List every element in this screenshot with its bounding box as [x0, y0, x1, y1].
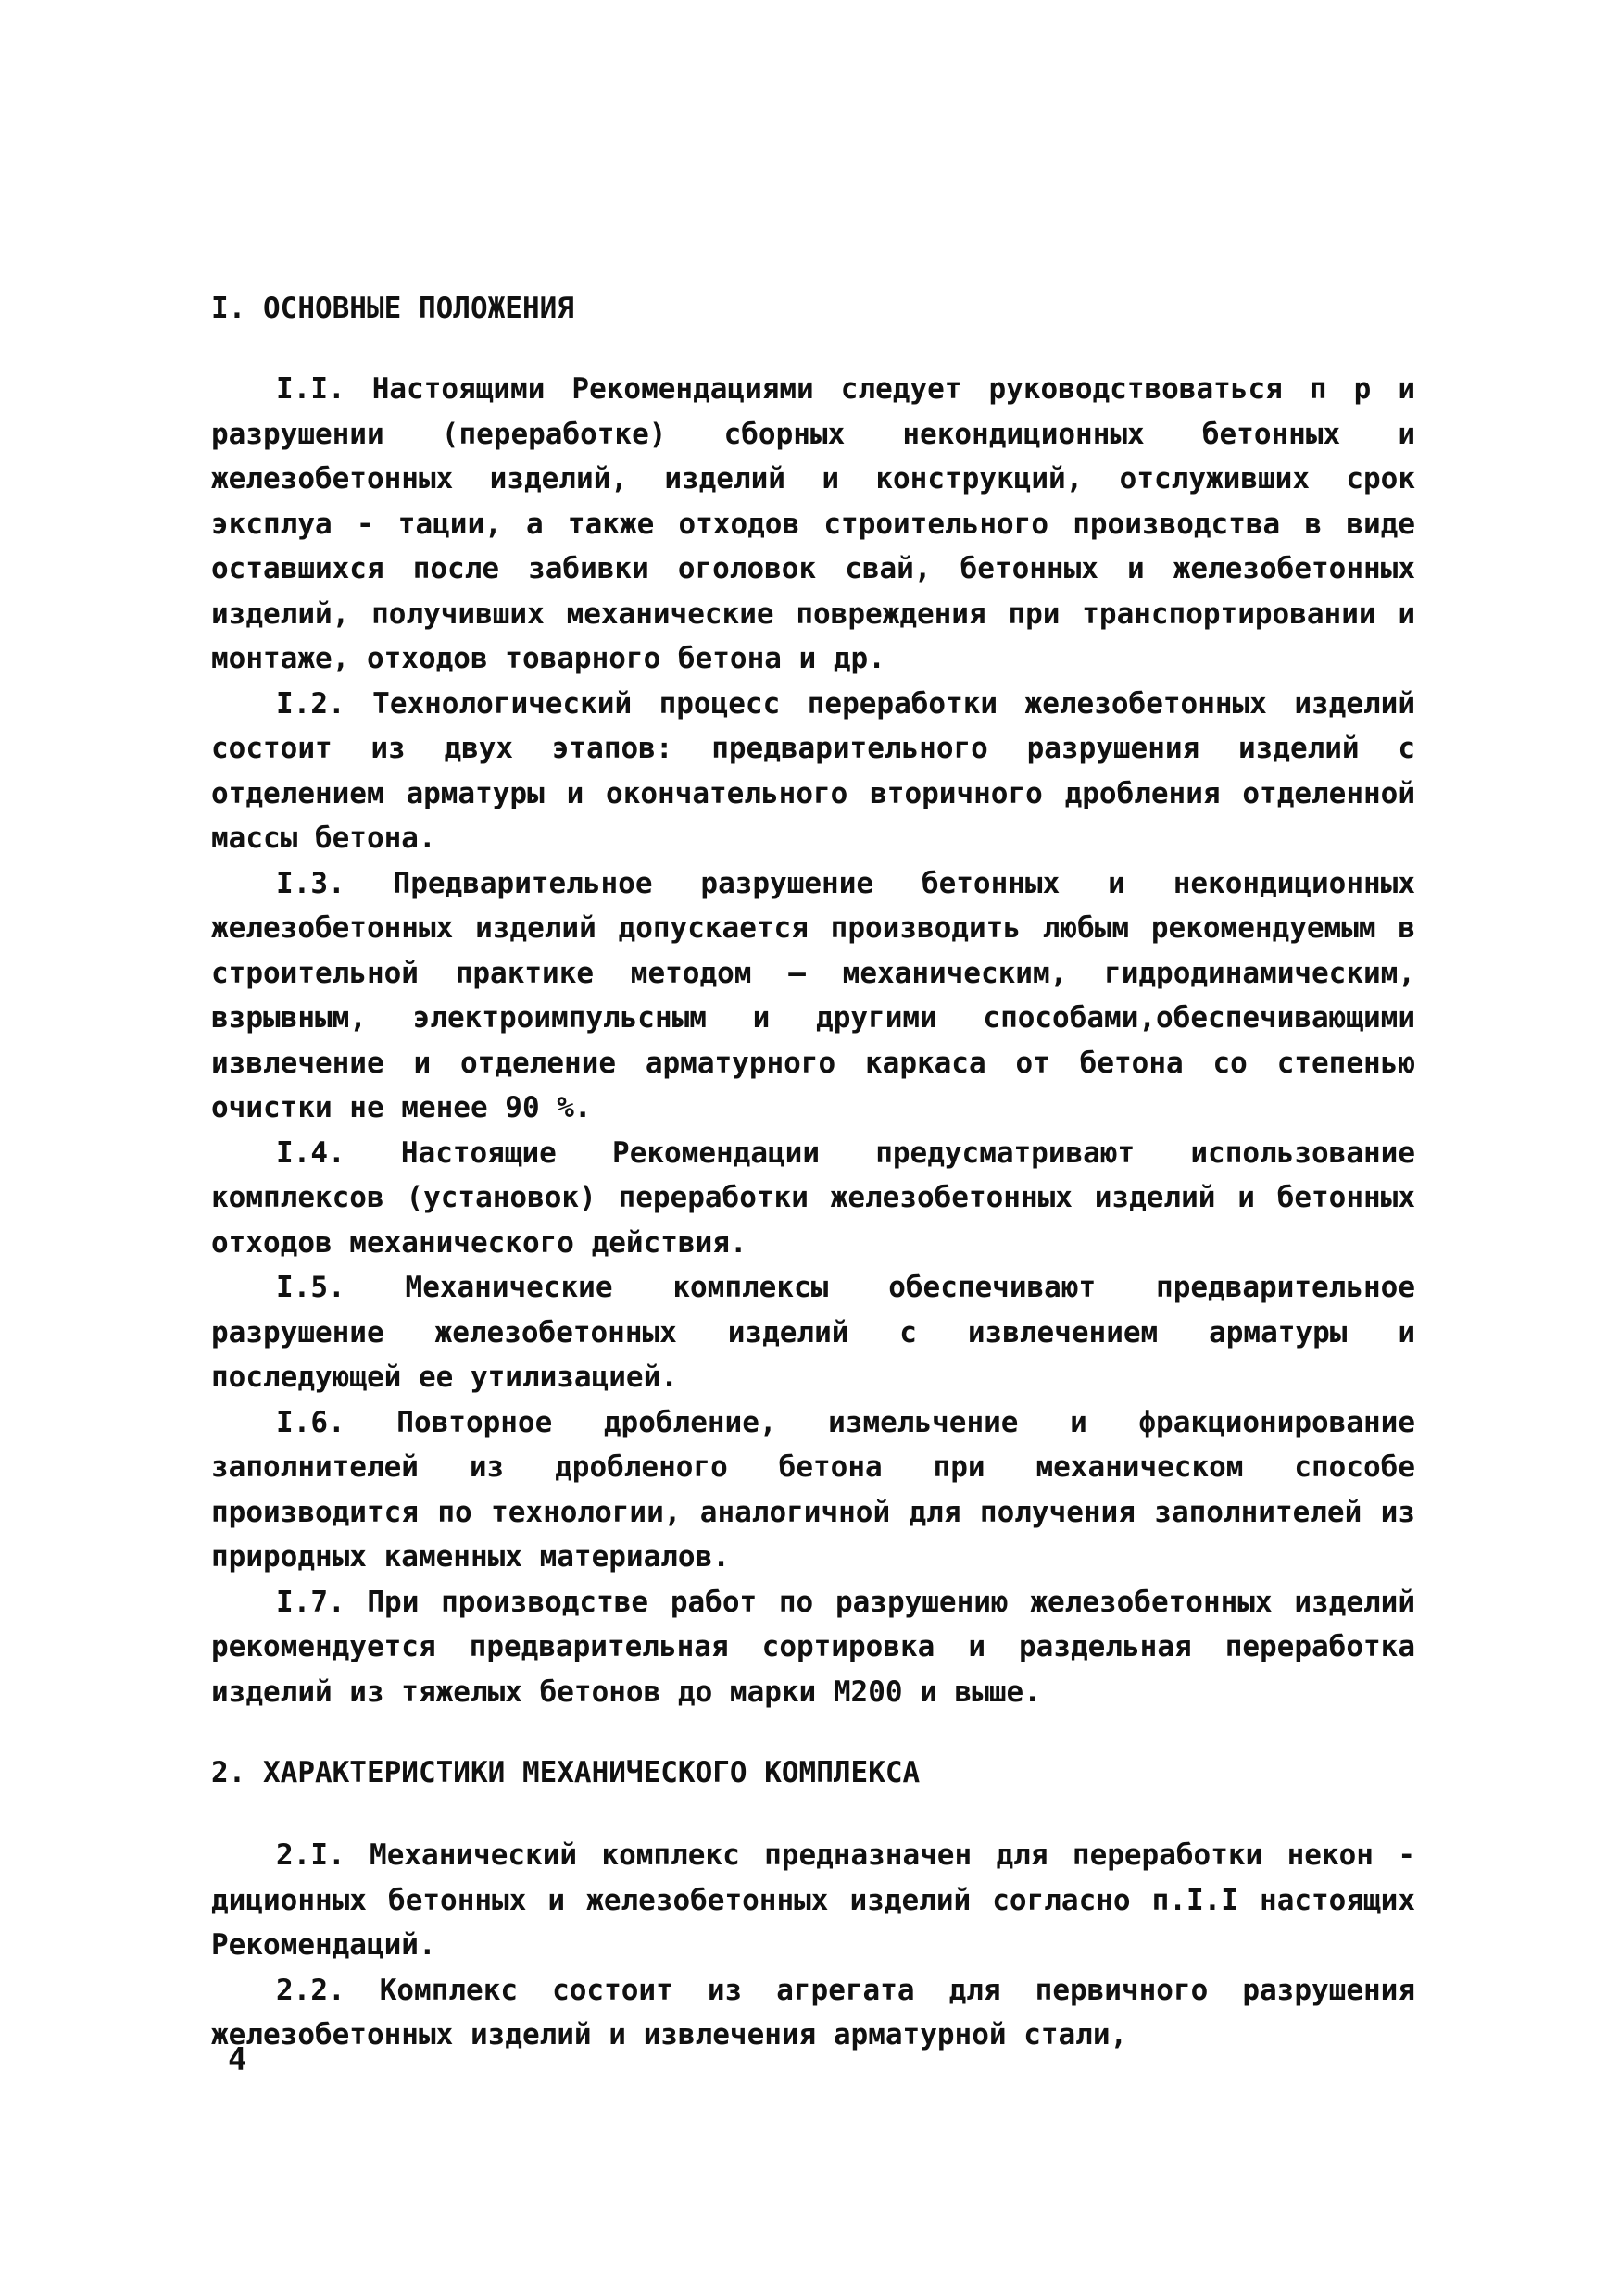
page-number: 4 — [228, 2041, 247, 2078]
paragraph-1-6: I.6. Повторное дробление, измельчение и фракционирование заполнителей из дробленого бетона при механическом способе производится по технологии, аналогичной для получения заполнителей из природных каменных материалов. — [211, 1405, 1415, 1574]
document-page — [211, 287, 1415, 2058]
paragraph-1-3: I.3. Предварительное разрушение бетонных и некондиционных железобетонных изделий допускается производить любым рекомендуемым в строительной практике методом — механическим, гидродинамическим, взрывным, электроимпульсным и другими способами,обеспечивающими извлечение и отделение арматурного каркаса от бетона со степенью очистки не менее 90 %. — [211, 866, 1415, 1124]
paragraph-1-4: I.4. Настоящие Рекомендации предусматривают использование комплексов (установок) переработки железобетонных изделий и бетонных отходов механического действия. — [211, 1135, 1415, 1260]
paragraph-1-1: I.I. Настоящими Рекомендациями следует руководствоваться п р и разрушении (переработке) сборных некондиционных бетонных и железобетонных изделий, изделий и конструкций, отслуживших срок эксплуа - тации, а также отходов строительного производства в виде оставшихся после забивки оголовок свай, бетонных и железобетонных изделий, получивших механические повреждения при транспортировании и монтаже, отходов товарного бетона и др. — [211, 372, 1415, 675]
paragraph-2-2: 2.2. Комплекс состоит из агрегата для первичного разрушения железобетонных изделий и извлечения арматурной стали, — [211, 1973, 1415, 2051]
section-1-heading: I. ОСНОВНЫЕ ПОЛОЖЕНИЯ — [211, 292, 574, 325]
paragraph-1-5: I.5. Механические комплексы обеспечивают предварительное разрушение железобетонных изделий с извлечением арматуры и последующей ее утилизацией. — [211, 1271, 1415, 1394]
section-2-heading: 2. ХАРАКТЕРИСТИКИ МЕХАНИЧЕСКОГО КОМПЛЕКСА — [211, 1756, 921, 1789]
paragraph-1-7: I.7. При производстве работ по разрушению железобетонных изделий рекомендуется предварительная сортировка и раздельная переработка изделий из тяжелых бетонов до марки М200 и выше. — [211, 1585, 1415, 1709]
paragraph-1-2: I.2. Технологический процесс переработки железобетонных изделий состоит из двух этапов: предварительного разрушения изделий с отделением арматуры и окончательного вторичного дробления отделенной массы бетона. — [211, 686, 1415, 855]
paragraph-2-1: 2.I. Механический комплекс предназначен для переработки некон - диционных бетонных и железобетонных изделий согласно п.I.I настоящих Рекомендаций. — [211, 1838, 1415, 1962]
